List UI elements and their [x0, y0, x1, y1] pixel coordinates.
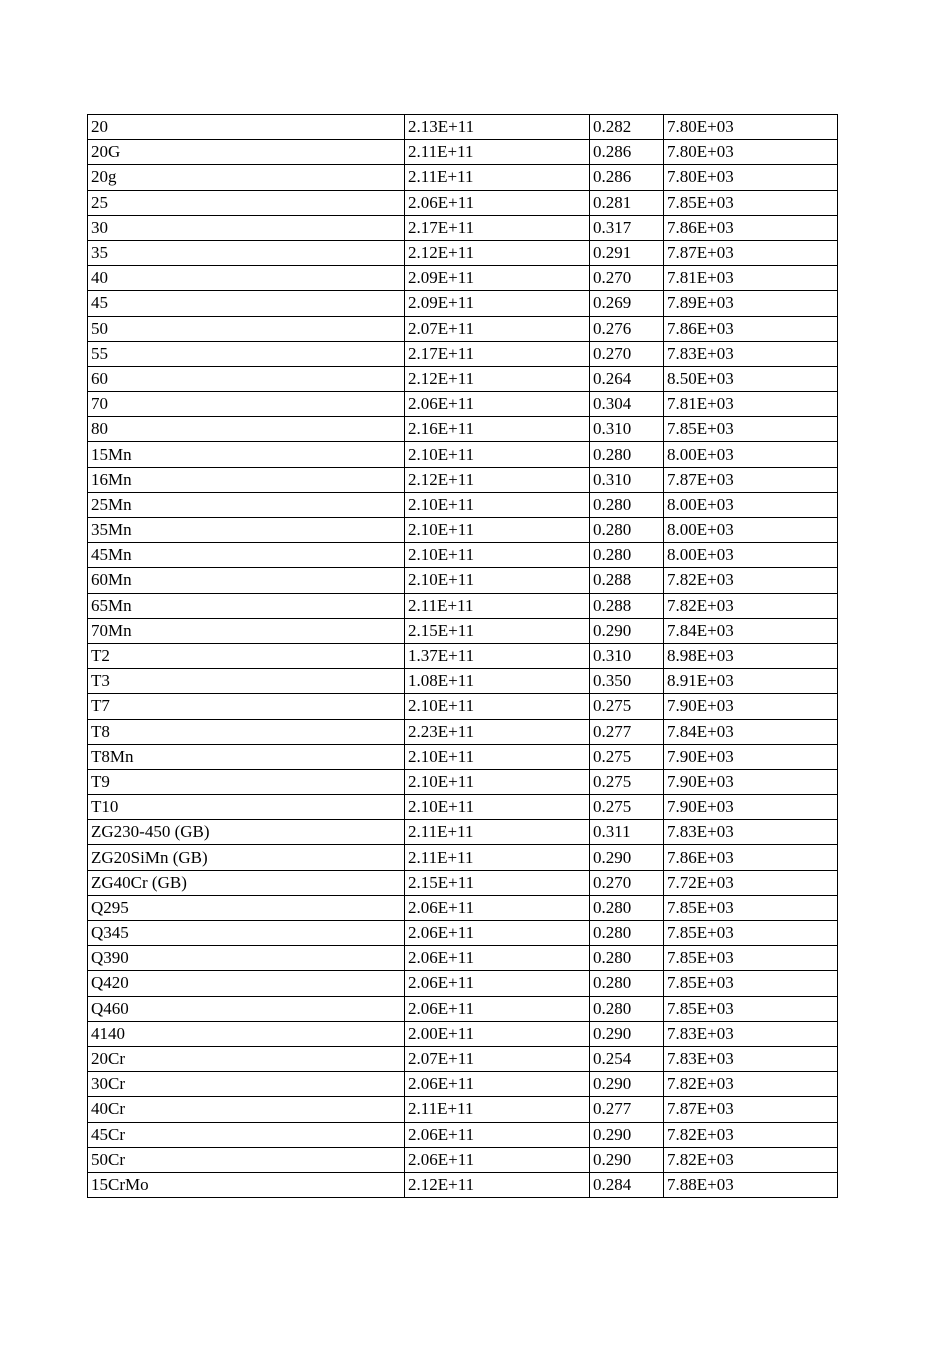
- elastic-modulus-cell: 1.37E+11: [405, 643, 590, 668]
- elastic-modulus-cell: 2.23E+11: [405, 719, 590, 744]
- material-name-cell: 45: [88, 291, 405, 316]
- material-name-cell: T7: [88, 694, 405, 719]
- poisson-ratio-cell: 0.277: [590, 719, 664, 744]
- material-name-cell: 70Mn: [88, 618, 405, 643]
- material-name-cell: 80: [88, 417, 405, 442]
- elastic-modulus-cell: 2.06E+11: [405, 921, 590, 946]
- material-name-cell: 20G: [88, 140, 405, 165]
- elastic-modulus-cell: 2.10E+11: [405, 543, 590, 568]
- material-name-cell: 16Mn: [88, 467, 405, 492]
- table-row: [88, 215, 838, 240]
- poisson-ratio-cell: 0.317: [590, 215, 664, 240]
- table-row: [88, 543, 838, 568]
- poisson-ratio-cell: 0.282: [590, 115, 664, 140]
- density-cell: 7.86E+03: [664, 215, 838, 240]
- density-cell: 7.81E+03: [664, 392, 838, 417]
- table-row: [88, 1072, 838, 1097]
- poisson-ratio-cell: 0.311: [590, 820, 664, 845]
- material-name-cell: 30: [88, 215, 405, 240]
- material-name-cell: 65Mn: [88, 593, 405, 618]
- elastic-modulus-cell: 2.12E+11: [405, 366, 590, 391]
- density-cell: 8.00E+03: [664, 518, 838, 543]
- material-name-cell: 55: [88, 341, 405, 366]
- material-name-cell: Q345: [88, 921, 405, 946]
- table-row: [88, 291, 838, 316]
- table-row: [88, 190, 838, 215]
- material-name-cell: ZG20SiMn (GB): [88, 845, 405, 870]
- elastic-modulus-cell: 2.10E+11: [405, 769, 590, 794]
- poisson-ratio-cell: 0.304: [590, 392, 664, 417]
- elastic-modulus-cell: 2.06E+11: [405, 1122, 590, 1147]
- material-name-cell: T2: [88, 643, 405, 668]
- poisson-ratio-cell: 0.254: [590, 1046, 664, 1071]
- elastic-modulus-cell: 2.17E+11: [405, 341, 590, 366]
- density-cell: 8.91E+03: [664, 669, 838, 694]
- density-cell: 7.81E+03: [664, 266, 838, 291]
- elastic-modulus-cell: 2.06E+11: [405, 946, 590, 971]
- density-cell: 7.72E+03: [664, 870, 838, 895]
- table-row: [88, 492, 838, 517]
- poisson-ratio-cell: 0.280: [590, 921, 664, 946]
- table-row: [88, 946, 838, 971]
- material-name-cell: 30Cr: [88, 1072, 405, 1097]
- poisson-ratio-cell: 0.286: [590, 165, 664, 190]
- material-name-cell: 50: [88, 316, 405, 341]
- table-row: [88, 845, 838, 870]
- elastic-modulus-cell: 2.11E+11: [405, 140, 590, 165]
- table-row: [88, 240, 838, 265]
- density-cell: 7.84E+03: [664, 719, 838, 744]
- material-name-cell: Q390: [88, 946, 405, 971]
- density-cell: 7.82E+03: [664, 593, 838, 618]
- material-name-cell: T9: [88, 769, 405, 794]
- poisson-ratio-cell: 0.275: [590, 769, 664, 794]
- poisson-ratio-cell: 0.290: [590, 618, 664, 643]
- table-row: [88, 744, 838, 769]
- poisson-ratio-cell: 0.280: [590, 996, 664, 1021]
- material-properties-table: [87, 114, 838, 1198]
- poisson-ratio-cell: 0.290: [590, 1147, 664, 1172]
- elastic-modulus-cell: 2.07E+11: [405, 1046, 590, 1071]
- table-row: [88, 1046, 838, 1071]
- table-row: [88, 769, 838, 794]
- elastic-modulus-cell: 2.07E+11: [405, 316, 590, 341]
- poisson-ratio-cell: 0.288: [590, 568, 664, 593]
- poisson-ratio-cell: 0.270: [590, 266, 664, 291]
- poisson-ratio-cell: 0.290: [590, 845, 664, 870]
- density-cell: 8.00E+03: [664, 543, 838, 568]
- elastic-modulus-cell: 2.12E+11: [405, 467, 590, 492]
- poisson-ratio-cell: 0.291: [590, 240, 664, 265]
- elastic-modulus-cell: 2.09E+11: [405, 291, 590, 316]
- table-row: [88, 669, 838, 694]
- table-row: [88, 719, 838, 744]
- elastic-modulus-cell: 2.06E+11: [405, 190, 590, 215]
- density-cell: 7.82E+03: [664, 1122, 838, 1147]
- table-row: [88, 1021, 838, 1046]
- density-cell: 7.90E+03: [664, 744, 838, 769]
- elastic-modulus-cell: 2.00E+11: [405, 1021, 590, 1046]
- poisson-ratio-cell: 0.280: [590, 543, 664, 568]
- elastic-modulus-cell: 2.06E+11: [405, 895, 590, 920]
- material-name-cell: T10: [88, 795, 405, 820]
- elastic-modulus-cell: 2.11E+11: [405, 845, 590, 870]
- poisson-ratio-cell: 0.290: [590, 1122, 664, 1147]
- elastic-modulus-cell: 2.12E+11: [405, 1172, 590, 1197]
- elastic-modulus-cell: 2.11E+11: [405, 1097, 590, 1122]
- table-row: [88, 795, 838, 820]
- density-cell: 7.85E+03: [664, 417, 838, 442]
- elastic-modulus-cell: 2.16E+11: [405, 417, 590, 442]
- elastic-modulus-cell: 2.10E+11: [405, 442, 590, 467]
- material-name-cell: 45Cr: [88, 1122, 405, 1147]
- elastic-modulus-cell: 2.15E+11: [405, 618, 590, 643]
- poisson-ratio-cell: 0.350: [590, 669, 664, 694]
- material-name-cell: Q295: [88, 895, 405, 920]
- density-cell: 7.80E+03: [664, 140, 838, 165]
- material-name-cell: 45Mn: [88, 543, 405, 568]
- density-cell: 7.87E+03: [664, 467, 838, 492]
- density-cell: 7.86E+03: [664, 316, 838, 341]
- material-name-cell: 35: [88, 240, 405, 265]
- density-cell: 7.83E+03: [664, 1021, 838, 1046]
- density-cell: 7.87E+03: [664, 1097, 838, 1122]
- table-row: [88, 266, 838, 291]
- material-name-cell: 20Cr: [88, 1046, 405, 1071]
- poisson-ratio-cell: 0.286: [590, 140, 664, 165]
- table-row: [88, 895, 838, 920]
- density-cell: 7.84E+03: [664, 618, 838, 643]
- table-body: [88, 115, 838, 1198]
- density-cell: 7.89E+03: [664, 291, 838, 316]
- material-name-cell: 25: [88, 190, 405, 215]
- table-row: [88, 1147, 838, 1172]
- poisson-ratio-cell: 0.310: [590, 467, 664, 492]
- elastic-modulus-cell: 2.12E+11: [405, 240, 590, 265]
- density-cell: 7.85E+03: [664, 921, 838, 946]
- table-row: [88, 921, 838, 946]
- table-row: [88, 618, 838, 643]
- elastic-modulus-cell: 2.10E+11: [405, 795, 590, 820]
- table-row: [88, 316, 838, 341]
- elastic-modulus-cell: 2.10E+11: [405, 568, 590, 593]
- material-name-cell: ZG40Cr (GB): [88, 870, 405, 895]
- density-cell: 8.50E+03: [664, 366, 838, 391]
- poisson-ratio-cell: 0.270: [590, 341, 664, 366]
- poisson-ratio-cell: 0.277: [590, 1097, 664, 1122]
- elastic-modulus-cell: 2.13E+11: [405, 115, 590, 140]
- table-row: [88, 366, 838, 391]
- poisson-ratio-cell: 0.280: [590, 518, 664, 543]
- elastic-modulus-cell: 2.15E+11: [405, 870, 590, 895]
- elastic-modulus-cell: 2.11E+11: [405, 820, 590, 845]
- table-row: [88, 870, 838, 895]
- poisson-ratio-cell: 0.290: [590, 1021, 664, 1046]
- material-name-cell: Q460: [88, 996, 405, 1021]
- material-name-cell: Q420: [88, 971, 405, 996]
- density-cell: 7.80E+03: [664, 165, 838, 190]
- density-cell: 7.90E+03: [664, 795, 838, 820]
- poisson-ratio-cell: 0.280: [590, 971, 664, 996]
- material-name-cell: 40: [88, 266, 405, 291]
- elastic-modulus-cell: 2.06E+11: [405, 971, 590, 996]
- density-cell: 7.83E+03: [664, 341, 838, 366]
- poisson-ratio-cell: 0.284: [590, 1172, 664, 1197]
- poisson-ratio-cell: 0.275: [590, 795, 664, 820]
- elastic-modulus-cell: 2.10E+11: [405, 694, 590, 719]
- elastic-modulus-cell: 2.17E+11: [405, 215, 590, 240]
- density-cell: 7.90E+03: [664, 769, 838, 794]
- poisson-ratio-cell: 0.276: [590, 316, 664, 341]
- density-cell: 7.88E+03: [664, 1172, 838, 1197]
- material-name-cell: T8: [88, 719, 405, 744]
- elastic-modulus-cell: 2.10E+11: [405, 492, 590, 517]
- table-row: [88, 643, 838, 668]
- density-cell: 7.83E+03: [664, 1046, 838, 1071]
- table-row: [88, 115, 838, 140]
- material-name-cell: 20g: [88, 165, 405, 190]
- density-cell: 7.82E+03: [664, 568, 838, 593]
- table-row: [88, 820, 838, 845]
- elastic-modulus-cell: 2.11E+11: [405, 165, 590, 190]
- density-cell: 7.82E+03: [664, 1072, 838, 1097]
- material-name-cell: 60: [88, 366, 405, 391]
- material-name-cell: 20: [88, 115, 405, 140]
- table-row: [88, 341, 838, 366]
- elastic-modulus-cell: 2.06E+11: [405, 996, 590, 1021]
- material-name-cell: T8Mn: [88, 744, 405, 769]
- density-cell: 8.00E+03: [664, 492, 838, 517]
- poisson-ratio-cell: 0.280: [590, 946, 664, 971]
- table-row: [88, 165, 838, 190]
- table-row: [88, 568, 838, 593]
- table-row: [88, 971, 838, 996]
- material-name-cell: ZG230-450 (GB): [88, 820, 405, 845]
- material-name-cell: 60Mn: [88, 568, 405, 593]
- elastic-modulus-cell: 2.10E+11: [405, 518, 590, 543]
- density-cell: 7.83E+03: [664, 820, 838, 845]
- density-cell: 7.86E+03: [664, 845, 838, 870]
- density-cell: 7.90E+03: [664, 694, 838, 719]
- poisson-ratio-cell: 0.264: [590, 366, 664, 391]
- material-name-cell: 25Mn: [88, 492, 405, 517]
- elastic-modulus-cell: 2.11E+11: [405, 593, 590, 618]
- table-row: [88, 1097, 838, 1122]
- poisson-ratio-cell: 0.269: [590, 291, 664, 316]
- elastic-modulus-cell: 2.06E+11: [405, 1072, 590, 1097]
- poisson-ratio-cell: 0.310: [590, 643, 664, 668]
- table-row: [88, 1172, 838, 1197]
- material-name-cell: 50Cr: [88, 1147, 405, 1172]
- table-row: [88, 467, 838, 492]
- density-cell: 8.00E+03: [664, 442, 838, 467]
- table-row: [88, 996, 838, 1021]
- density-cell: 7.85E+03: [664, 946, 838, 971]
- table-row: [88, 593, 838, 618]
- elastic-modulus-cell: 2.10E+11: [405, 744, 590, 769]
- material-name-cell: 70: [88, 392, 405, 417]
- material-name-cell: 15CrMo: [88, 1172, 405, 1197]
- table-row: [88, 1122, 838, 1147]
- elastic-modulus-cell: 2.06E+11: [405, 392, 590, 417]
- density-cell: 7.82E+03: [664, 1147, 838, 1172]
- material-name-cell: 40Cr: [88, 1097, 405, 1122]
- table-row: [88, 442, 838, 467]
- elastic-modulus-cell: 2.09E+11: [405, 266, 590, 291]
- material-name-cell: T3: [88, 669, 405, 694]
- table-row: [88, 417, 838, 442]
- poisson-ratio-cell: 0.310: [590, 417, 664, 442]
- material-name-cell: 15Mn: [88, 442, 405, 467]
- poisson-ratio-cell: 0.281: [590, 190, 664, 215]
- density-cell: 7.85E+03: [664, 190, 838, 215]
- density-cell: 7.80E+03: [664, 115, 838, 140]
- table-row: [88, 518, 838, 543]
- poisson-ratio-cell: 0.270: [590, 870, 664, 895]
- density-cell: 7.85E+03: [664, 895, 838, 920]
- density-cell: 7.85E+03: [664, 971, 838, 996]
- material-name-cell: 35Mn: [88, 518, 405, 543]
- density-cell: 7.85E+03: [664, 996, 838, 1021]
- elastic-modulus-cell: 2.06E+11: [405, 1147, 590, 1172]
- table-row: [88, 392, 838, 417]
- density-cell: 8.98E+03: [664, 643, 838, 668]
- poisson-ratio-cell: 0.290: [590, 1072, 664, 1097]
- poisson-ratio-cell: 0.275: [590, 694, 664, 719]
- poisson-ratio-cell: 0.288: [590, 593, 664, 618]
- poisson-ratio-cell: 0.275: [590, 744, 664, 769]
- table-row: [88, 694, 838, 719]
- poisson-ratio-cell: 0.280: [590, 492, 664, 517]
- poisson-ratio-cell: 0.280: [590, 442, 664, 467]
- material-name-cell: 4140: [88, 1021, 405, 1046]
- density-cell: 7.87E+03: [664, 240, 838, 265]
- elastic-modulus-cell: 1.08E+11: [405, 669, 590, 694]
- poisson-ratio-cell: 0.280: [590, 895, 664, 920]
- table-row: [88, 140, 838, 165]
